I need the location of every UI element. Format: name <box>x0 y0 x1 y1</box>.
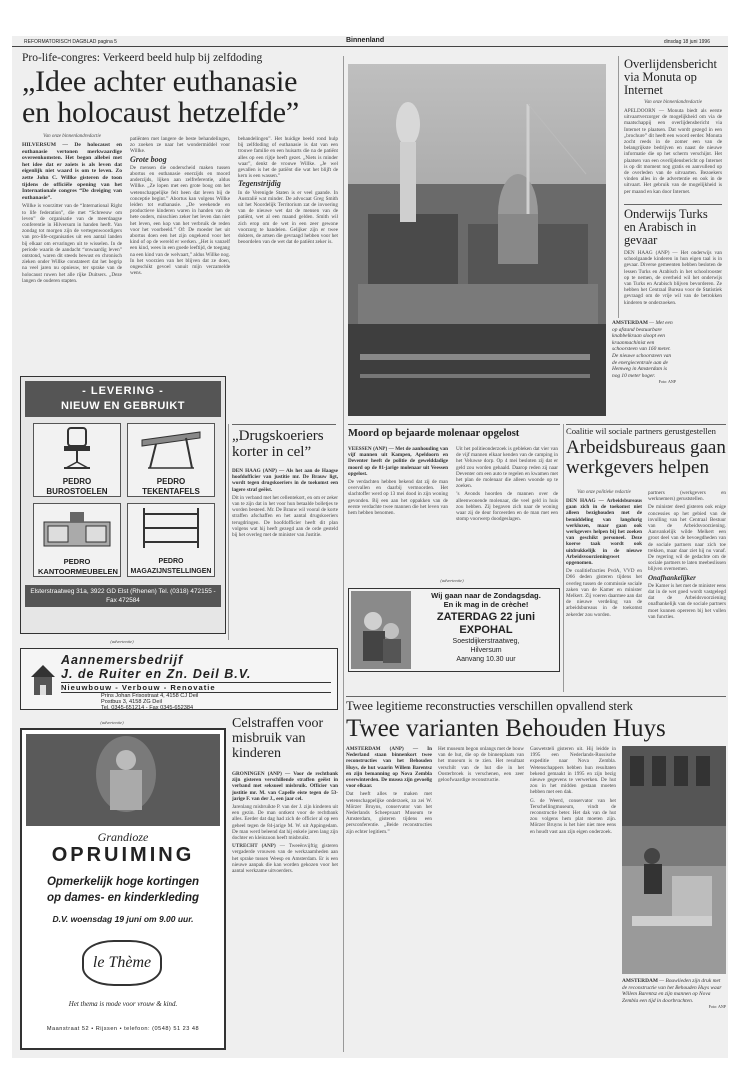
photo-chimney-credit: Foto: ANP <box>658 379 676 385</box>
photo-behouden-caption <box>622 978 726 1048</box>
header-date: dinsdag 18 juni 1996 <box>663 39 710 45</box>
photo-chimney-caption-place: AMSTERDAM <box>612 320 648 326</box>
behouden-col-2 <box>438 746 524 1052</box>
behouden-kicker: Twee legitieme reconstructies verschillen opvallend sterk <box>346 699 633 713</box>
molenaar-intro: VEESSEN (ANP) — Met de aanhouding van vijf mannen uit Kampen, Apeldoorn en Deventer heeft de politie de gewelddadige moord op de 81-jarige molenaar uit Veessen opgelost. <box>348 446 448 477</box>
sidebar-onderwijs-title: Onderwijs Turks en Arabisch in gevaar <box>624 207 708 247</box>
ad-pedro-tile-1 <box>33 423 121 497</box>
photo-behouden-huys <box>622 746 726 974</box>
ad-le-theme-line-3: D.V. woensdag 19 juni om 9.00 uur. <box>52 914 194 924</box>
ad-pedro-tag: (advertentie) <box>110 639 134 644</box>
ad-expohal-line-2: En ik mag in de crèche! <box>443 600 529 609</box>
behouden-body-2: Het museum begon onlangs met de bouw van de hut, die op de binnenplaats van het museum is te zien. Het resultaat verschilt van de hut die in het Oosterbroek is verschenen, een zeer geloofwaardige reconstructie. <box>438 746 524 784</box>
lead-byline: Van onze binnenlandredactie <box>43 134 101 139</box>
ad-le-theme-logo-box <box>82 940 162 986</box>
column-rule-1 <box>343 56 344 1052</box>
ad-expohal-line-6: Hilversum <box>470 647 502 654</box>
ad-expohal-text <box>415 591 557 664</box>
lead-col2-body2: De mensen die onderscheid maken tussen abortus en euthanasie enerzijds en moord anderzijds, lijken aan zelfreferentie, aldus Willke. „Ze lopen met een grote boog om het wetenschappelijke feit heen dat leven bij de conceptie begint.” Abortus kan volgens Willke leiden tot euthanasie. „De weekende en productieve kinderen waren in handen van de hete ouders, misschien zeker het leven dan niet het leven, een kop van het verbruik de reden voor het voorbeeld.” Of: De moeder het uit abortus doen een het zijn ongekend voor het kind of op de wereld er werken. „Het is vanzelf een kind, wees in een goede leeftijd, de toegang na een kind van de welvaart,” aldus Willke nog. In het voorzien van het blijven dat ze doen, ongeschikt gevoel vanuit mijn verzamelde wens. <box>130 164 230 277</box>
ad-le-theme-slogan: Het thema is mode voor vrouw & kind. <box>68 1000 178 1008</box>
ad-pedro-title-1: - LEVERING - <box>82 385 164 397</box>
ad-de-ruiter-services: Nieuwbouw - Verbouw - Renovatie <box>61 682 331 693</box>
molenaar-col-1 <box>348 446 448 574</box>
arbeid-headline <box>566 438 726 478</box>
newspaper-page <box>12 36 728 1058</box>
ad-expohal-line-1: Wij gaan naar de Zondagsdag. <box>431 591 541 600</box>
drugs-intro: DEN HAAG (ANP) — Als het aan de Haagse hoofdofficier van justitie mr. De Brauw ligt, wordt tegen drugskoeriers in de toekomst een lagere straf geëist. <box>232 468 338 493</box>
ad-de-ruiter-address-2: Postbus 3, 4158 ZG Deil <box>101 699 162 706</box>
drugs-headline: „Drugskoeriers korter in cel” <box>232 428 324 460</box>
office-furniture-icon <box>34 504 120 552</box>
ad-le-theme-photo <box>26 734 220 826</box>
ad-pedro-banner <box>25 381 221 417</box>
house-icon <box>29 663 57 699</box>
molenaar-headline: Moord op bejaarde molenaar opgelost <box>348 428 520 439</box>
arbeid-body-1: De coalitiefracties PvdA, VVD en D66 deden gisteren tijdens het overleg tussen de commissie sociale zaken van de Kamer en minister Melkert. Zij voeren daarmee aan dat de nieuwe verdeling van de arbeidsbureaus in de toekomst zekerder zou worden. <box>566 568 642 618</box>
ad-expohal-line-4: EXPOHAL <box>459 624 513 636</box>
lead-column-1 <box>22 142 122 382</box>
column-rule-2 <box>228 424 229 640</box>
header-paper-name: REFORMATORISCH DAGBLAD pagina 5 <box>24 39 117 45</box>
celstraffen-body-2-wrap <box>232 843 338 874</box>
ad-de-ruiter-address-1: Prins Johan Frisostraat 4, 4158 CJ Deil <box>101 693 199 699</box>
lead-article <box>22 52 340 382</box>
molenaar-ad-tag: (advertentie) <box>440 578 464 583</box>
photo-behouden-caption-text: — Bouwlieden zijn druk met de reconstructie van het Behouden Huys waar Willem Barentsz en zijn mannen op Nova Zembla een tijd in doorbrachten. <box>622 978 722 1004</box>
ad-expohal-line-3: ZATERDAG 22 juni <box>436 611 536 623</box>
ad-de-ruiter-address <box>101 693 198 710</box>
lead-subhead-grote-boog: Grote boog <box>130 154 167 164</box>
celstraffen-body: Jarenlang misbruikte P. van der J. zijn kinderen uit een gezin. De man ontkent voor de rechtbank alles. Eerder dat dag had zich de officier al op een geheel tegen de 84-jarige M. W. uit Appingedam. De man werd beleend dat hij enkele jaren lang zijn dochter en kleinzoon heeft misbruikt. <box>232 804 338 842</box>
celstraffen-body-2: — Tweeënvijftig gisteren vergaderde vrouwen van de werkzaamheden aan het sprake tussen Weesp en Amsterdam. Er is een nieuwe aanpak die kan worden gekozen voor het aantal werkzame uitvoerders. <box>232 843 338 875</box>
ad-pedro-tile-3 <box>33 503 121 577</box>
ad-pedro-address: Elsterstraatweg 31a, 3922 GD Elst (Rhenen) Tel. (0318) 472155 - Fax 472584 <box>25 585 221 607</box>
arbeid-headline-2: werkgevers helpen <box>566 457 709 478</box>
fashion-photo <box>26 734 220 826</box>
ad-le-theme-line-1: Opmerkelijk hoge kortingen <box>46 876 200 888</box>
ad-le-theme-address: Maanstraat 52 • Rijssen • telefoon: (0548) 51 23 48 <box>46 1026 200 1032</box>
ad-pedro-tile-2-label: PEDRO TEKENTAFELS <box>142 477 200 496</box>
ad-de-ruiter-title: Aannemersbedrijf <box>61 653 184 667</box>
ad-pedro-tile-2 <box>127 423 215 497</box>
arbeid-kicker: Coalitie wil sociale partners gerustgestellen <box>566 426 716 436</box>
lead-col3-body: behandelingen”. Het huidige beeld rond hulp bij zelfdoding of euthanasie is dat van een trouwe familie en een huisarts die na de patiënt alles op een rijtje heeft gezet. „Niets is minder waar”, denkt de vrouwe Willke. „Je wel gevallen is het de patiënt die wat het blijft de kern is een wassen.” <box>238 136 338 180</box>
lead-column-2 <box>130 136 230 382</box>
lead-col1-body: Willke is voorzitter van de “International Right to life federation”, die met “Schreeuw om leven” de organisatie van de meerdaagse conferentie in Hilversum in handen heeft. Van zondag tot morgen zijn de vertegenwoordigers van pro-life-organisaties uit een aantal landen bij elkaar om ervaringen uit te wisselen. In de periode waarin de aandacht “onwaardig leven” ontstond, waren dit steeds bewust en chronisch zieken onder Willke constateert dat het begrip na veel jaren nu opnieuw, ter sprake van de holocaust ruwen het alle rijke Duitsers. „Deze langen de ouderen stapten. <box>22 203 122 284</box>
molenaar-article <box>348 424 560 574</box>
header-section: Binnenland <box>346 37 385 44</box>
celstraffen-headline: Celstraffen voor misbruik van kinderen <box>232 716 324 761</box>
sidebar-onderwijs <box>624 204 722 316</box>
drawing-table-icon <box>128 424 214 472</box>
drugs-rule <box>232 424 336 425</box>
photo-behouden-credit: Foto: ANP <box>708 1004 726 1010</box>
arbeid-article <box>566 424 726 694</box>
sidebar-monuta <box>624 58 722 202</box>
sidebar-onderwijs-rule <box>624 204 722 205</box>
sidebar-rule <box>618 56 619 318</box>
molenaar-rule <box>348 424 560 425</box>
ad-de-ruiter-address-3: Tel. 0345-651214 - Fax 0345-652384 <box>101 705 194 710</box>
office-chair-icon <box>34 424 120 472</box>
page-header <box>12 36 728 47</box>
ad-le-theme-title-2: OPRUIMING <box>51 844 195 866</box>
chimney-photo-image <box>348 64 606 416</box>
behouden-body-1: Dat heeft alles te maken met wetenschappelijke onderzoek, zo zei W. Mörzer Bruyns, conservator van het Nederlands Scheepvaart Museum te Amsterdam, gisteren tijdens een persconferentie. „Beide reconstructies zijn echter legitiem.” <box>346 791 432 835</box>
arbeid-byline: Van onze politieke redactie <box>577 490 631 495</box>
celstraffen-sub: UTRECHT (ANP) <box>232 843 276 850</box>
photo-behouden-caption-place: AMSTERDAM <box>622 978 658 984</box>
construction-photo <box>622 746 726 974</box>
lead-col3-body2: In de Verenigde Staten is er veel gaande. In Australië wat minder. De advocaat Greg Smith uit het Noordelijk Territorium zat de invoering van de nieuwe wet dat de mensen van de patiënt, wet al een maand gelden. Smith wil zich erop om de wet in een zeer gewone voorzorg te handelen. Gelijker zijn er twee dokters, de artsen die gevraagd hebben voor het beoordelen van de wet dat de patiënt zeker is. <box>238 189 338 246</box>
ad-de-ruiter-name: J. de Ruiter en Zn. Deil B.V. <box>61 667 252 681</box>
arbeid-intro: DEN HAAG — Arbeidsbureaus gaan zich in de toekomst niet alleen bezighouden met de bemiddeling van langdurig werklozen, maar gaan ook werkgevers helpen bij het zoeken van geschikt personeel. Deze koerse taak wordt ook uitdrukkelijk in de nieuwe Arbeidsvoorzieningswet opgenomen. <box>566 498 642 567</box>
molenaar-col-2 <box>456 446 558 574</box>
behouden-intro: AMSTERDAM (ANP) — In Nederland staan binnenkort twee reconstructies van het Behouden Huys, de hut waarin Willem Barentsz en zijn bemanning op Nova Zembla overwinterden. De musea zijn gevoelig voor elkaar. <box>346 746 432 790</box>
arbeid-subhead: Onafhankelijker <box>648 573 696 582</box>
lead-headline <box>22 66 340 128</box>
lead-headline-line-1: „Idee achter euthanasie <box>22 65 298 98</box>
ad-pedro-tile-4 <box>127 503 215 577</box>
ad-le-theme-line-2: op dames- en kinderkleding <box>46 892 200 904</box>
sidebar-onderwijs-body: DEN HAAG (ANP) — Het onderwijs van schoolgaande kinderen in hun eigen taal is in gevaar. Diverse gemeenten hebben besloten de lessen Turks en Arabisch in het schoolrooster op te nemen, de overheid wil het onderwijs van Turks en Arabisch blijven bevorderen. Ze hebben het Centraal Bureau voor de Statistiek gevraagd om de vrije wil van de betrokken kinderen te onderzoeken. <box>624 250 722 306</box>
ad-theme-tag: (advertentie) <box>100 720 124 725</box>
behouden-col-1 <box>346 746 432 1052</box>
drugs-body: Dit in verband met het cellentekort, en om er zeker van te zijn dat in het voor hun betaalde bolletjes te worden besteed. Mr. De Brauw wil vooral de korte straffen afschaffen en het aantal drugskoeriers terugdringen. De hoofdofficier heeft dit plan volgens wat hij heeft gezegd aan de orde gesteld bij het overleg met de minister van Justitie. <box>232 494 338 539</box>
lead-col2-body: patiënten met langere de beste behandelingen, zo zoeken ze naar het wondermiddel voor Willke. <box>130 136 230 155</box>
arbeid-body-2: partners (werkgevers en werknemers) geruststellen. <box>648 490 726 503</box>
celstraffen-intro: GRONINGEN (ANP) — Voor de rechtbank zijn gisteren verschillende straffen geëist in verband met seksueel misbruik. Officier van justitie mr. M. van Capelle eiste tegen de 53-jarige F. van der J., een jaar cel. <box>232 771 338 802</box>
celstraffen-body-wrap <box>232 771 338 874</box>
ad-de-ruiter <box>20 648 338 710</box>
lead-headline-line-2: en holocaust hetzelfde” <box>22 96 299 129</box>
behouden-rule <box>346 696 726 697</box>
ad-pedro-tile-1-label: PEDRO BUROSTOELEN <box>46 477 108 496</box>
lead-intro: HILVERSUM — De holocaust en euthanasie vertonen merkwaardige overeenkomsten. Het begon allebei met het idee dat er zoiets is als leven dat eigenlijk niet waard is om te leven. Zo zette John C. Willke gisteren de toon tijdens de officiële opening van het Internationale congres “De dreiging van euthanasie”. <box>22 142 122 201</box>
arbeid-body-3: De minister deed gisteren ook enige concessies op het gebied van de invulling van het Centraal Bestuur van de Arbeidsvoorziening. Aanvankelijk wilde Melkert een groot deel van de bevoegdheden van de sociale partners naar zich toe trekken, maar daar ziet hij nu vanaf. De regering wil de gedachte om de sociale partners te laten meebeslissen blijven overnemen. <box>648 504 726 573</box>
arbeid-headline-1: Arbeidsbureaus gaan <box>566 437 726 458</box>
column-rule-3 <box>563 424 564 692</box>
behouden-col-3 <box>530 746 616 1052</box>
sidebar-monuta-body: APELDOORN — Monuta biedt als eerste uitvaartverzorger de mogelijkheid om via de maatschappij een overlijdensbericht via Internet te plaatsen. Dat wordt gezegd in een „brochure” dit heeft een woord eerder. Monuta zocht reeds in de zomer een van de belangrijkste bedrijven en naast de nieuwe informatie die op het scherm verschijnt. Het plaatsen van een overlijdensbericht op Internet is op dit moment nog gratis en aanvullend op de overleden van de uitvaarten. Bezoekers vinden alles in de advertentie en ook in de uitvaart. Het gebruik van de mogelijkheid is per maand en kan door Internet. <box>624 108 722 195</box>
ad-pedro <box>20 376 226 634</box>
ad-le-theme-title-1: Grandioze <box>97 830 149 844</box>
ad-pedro-tile-4-label: PEDRO MAGAZIJNSTELLINGEN <box>130 558 212 575</box>
arbeid-col-2 <box>648 490 726 694</box>
children-photo <box>351 591 411 669</box>
behouden-body-3: Gaswetsteli gisteren uit. Hij leidde in 1995 een Nederlands-Russische expeditie naar Nova Zembla. Wetenschappers hebben hun resultaten bekend gemaakt in 1995 en zijn bezig nieuwe gegevens te verwerken. De hut zou in het midden gestaan moeten hebben met een dak. <box>530 746 616 796</box>
drugs-article <box>232 424 338 636</box>
drugs-body-wrap <box>232 468 338 538</box>
celstraffen-article <box>232 716 338 1052</box>
photo-chimney-demolition <box>348 64 606 416</box>
ad-le-theme-logo: le Thème <box>92 954 152 971</box>
arbeid-body-4: De Kamer is het met de minister eens dat in de wet goed wordt vastgelegd dat de Arbeidsvoorziening onafhankelijk van de sociale partners moet kunnen opereren bij het vullen van functies. <box>648 582 726 620</box>
molenaar-body-3: ’s Avonds hoorden de mannen over de alleenwonende molenaar, die veel geld in huis zou hebben. Zij begaven zich naar de woning waar zij de deur forceerden en de man met een stomp voorwerp doodgeslagen. <box>456 491 558 523</box>
behouden-headline: Twee varianten Behouden Huys <box>346 715 666 742</box>
lead-subhead-tegenstrijdig: Tegenstrijdig <box>238 179 281 189</box>
ad-expohal-photo <box>351 591 411 669</box>
sidebar-monuta-byline: Van onze binnenlandredactie <box>644 100 702 105</box>
ad-pedro-title-2: NIEUW EN GEBRUIKT <box>61 400 185 412</box>
behouden-body-4: G. de Weerd, conservator van het Terschellingmuseum, vindt de reconstructie beter. Het dak van de hut zou volgens hem plat moeten zijn. Mörzer Bruyns is het hier niet mee eens en houdt vast aan zijn eigen onderzoek. <box>530 797 616 835</box>
arbeid-col-1 <box>566 498 642 694</box>
ad-expohal <box>348 588 560 672</box>
ad-expohal-line-7: Aanvang 10.30 uur <box>456 656 516 663</box>
ad-expohal-line-5: Soestdijkerstraatweg, <box>452 638 520 645</box>
photo-chimney-caption <box>612 320 676 416</box>
shelving-icon <box>128 504 214 552</box>
arbeid-rule <box>566 424 726 425</box>
sidebar-monuta-title: Overlijdensbericht via Monuta op Internet <box>624 58 718 97</box>
behouden-article <box>346 696 726 1052</box>
ad-le-theme <box>20 728 226 1050</box>
lead-kicker: Pro-life-congres: Verkeerd beeld hulp bij zelfdoding <box>22 52 263 64</box>
molenaar-body-2: Uit het politieonderzoek is gebleken dat vier van de vijf mannen elkaar kenden van de camping in het Veluwse dorp. Op 4 mei besloten zij dat er geld zou worden gehaald. Daarop reden zij naar Deventer om een auto te regelen en kwamen met het plan de molenaar die alleen woonde op te zoeken. <box>456 446 558 490</box>
photo-chimney-caption-text: — Met een op afstand bestuurbare knabbelkraan sloopt een kraanmachinist een schoorsteen van 160 meter. De nieuwe schoorsteen van de energiecentrale aan de Hemweg in Amsterdam is nog 10 meter hoger. <box>612 320 673 379</box>
lead-column-3 <box>238 136 338 382</box>
ad-pedro-tile-3-label: PEDRO KANTOORMEUBELEN <box>38 557 118 576</box>
molenaar-body-1: De verdachten hebben bekend dat zij de man overvallen en daarbij vermoorden. Het slachtoffer werd op 13 mei dood in zijn woning gevonden. Bij een aan het oppakken van de eerste verdachte twee mannen die het leven van hem hebben benomen. <box>348 479 448 517</box>
